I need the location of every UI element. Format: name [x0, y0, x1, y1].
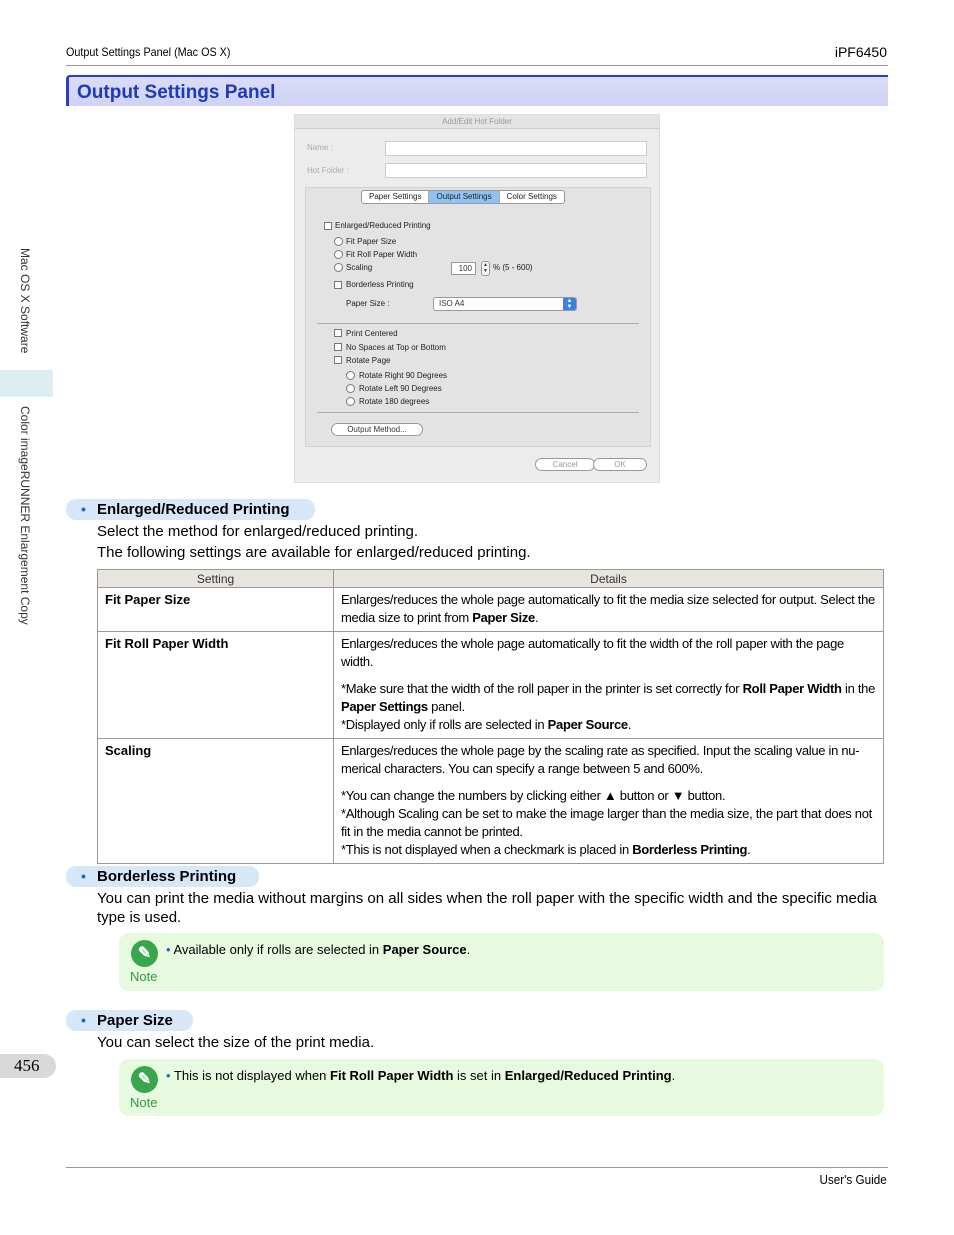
- note-text: • Available only if rolls are selected in Paper Source.: [166, 942, 470, 957]
- enlarged-reduced-label: Enlarged/Reduced Printing: [335, 221, 431, 230]
- select-arrows-icon: ▲ ▼: [563, 298, 576, 310]
- setting-name: Fit Roll Paper Width: [98, 632, 334, 739]
- print-centered-label: Print Centered: [346, 329, 398, 338]
- running-header-title: Output Settings Panel (Mac OS X): [66, 45, 231, 59]
- scaling-label: Scaling: [346, 263, 373, 272]
- side-tab-mac-software[interactable]: Mac OS X Software: [18, 248, 32, 354]
- settings-tabs: [361, 190, 565, 204]
- separator: [317, 412, 639, 413]
- cancel-button[interactable]: Cancel: [535, 458, 595, 471]
- enlarged-intro-1: Select the method for enlarged/reduced printing.: [97, 523, 419, 540]
- stepper-down-icon: ▼: [483, 268, 488, 274]
- output-method-button[interactable]: Output Method...: [331, 423, 423, 436]
- side-tab-color-imagerunner[interactable]: Color imageRUNNER Enlargement Copy: [18, 406, 32, 625]
- name-label: Name :: [307, 143, 333, 152]
- paper-size-value: ISO A4: [439, 299, 465, 308]
- dialog-title: Add/Edit Hot Folder: [295, 115, 659, 129]
- heading-borderless: • Borderless Printing: [66, 866, 259, 887]
- note-label: Note: [130, 969, 158, 984]
- note-text: • This is not displayed when Fit Roll Paper Width is set in Enlarged/Reduced Printing.: [166, 1068, 675, 1083]
- footer-rule: [66, 1167, 888, 1168]
- page-title: Output Settings Panel: [77, 82, 276, 103]
- hot-folder-input[interactable]: [385, 163, 647, 178]
- setting-details: Enlarges/reduces the whole page by the scaling rate as specified. Input the scaling value in numerical characters. You can specify a range between 5 and 600%. *You can change the numbers by clicking either ▲ button or ▼ button. *Although Scaling can be set to make the image larger than the media size, the part that does not fit in the media cannot be printed. *This is not displayed when a checkmark is placed in Borderless Printing.: [334, 739, 884, 864]
- scaling-input[interactable]: 100: [451, 262, 476, 275]
- table-row: [98, 632, 884, 739]
- rotate-180-label: Rotate 180 degrees: [359, 397, 430, 406]
- ok-button[interactable]: OK: [593, 458, 647, 471]
- no-spaces-checkbox[interactable]: [334, 343, 342, 351]
- rotate-left-radio[interactable]: [346, 384, 355, 393]
- setting-details: Enlarges/reduces the whole page automatically to fit the width of the roll paper with the page width. *Make sure that the width of the roll paper in the printer is set correctly for Roll Paper Width in the Paper Settings panel. *Displayed only if rolls are selected in Paper Source.: [334, 632, 884, 739]
- borderless-description: You can print the media without margins on all sides when the roll paper with the specific width and the specific media type is used.: [97, 890, 877, 926]
- rotate-page-label: Rotate Page: [346, 356, 391, 365]
- header-rule: [66, 65, 888, 66]
- stepper-up-icon: ▲: [483, 262, 488, 268]
- paper-size-select[interactable]: [433, 297, 577, 311]
- note-pencil-icon: ✎: [131, 940, 158, 967]
- enlarged-intro-2: The following settings are available for enlarged/reduced printing.: [97, 544, 531, 561]
- fit-paper-size-radio[interactable]: [334, 237, 343, 246]
- side-tab-marker: [0, 370, 53, 397]
- no-spaces-label: No Spaces at Top or Bottom: [346, 343, 446, 352]
- rotate-left-label: Rotate Left 90 Degrees: [359, 384, 442, 393]
- borderless-checkbox[interactable]: [334, 281, 342, 289]
- tab-output-settings[interactable]: Output Settings: [429, 191, 499, 203]
- table-row: [98, 739, 884, 864]
- section-title-bar: [66, 75, 888, 106]
- setting-name: Scaling: [98, 739, 334, 864]
- fit-roll-width-radio[interactable]: [334, 250, 343, 259]
- model-name: iPF6450: [834, 44, 887, 60]
- tab-paper-settings[interactable]: Paper Settings: [362, 191, 429, 203]
- hot-folder-label: Hot Folder :: [307, 166, 349, 175]
- heading-enlarged-reduced: • Enlarged/Reduced Printing: [66, 499, 315, 520]
- page-number: 456: [14, 1056, 40, 1075]
- enlarged-reduced-checkbox[interactable]: [324, 222, 332, 230]
- rotate-page-checkbox[interactable]: [334, 356, 342, 364]
- print-centered-checkbox[interactable]: [334, 329, 342, 337]
- scaling-stepper[interactable]: [481, 261, 490, 276]
- name-input[interactable]: [385, 141, 647, 156]
- borderless-label: Borderless Printing: [346, 280, 414, 289]
- paper-size-description: You can select the size of the print media.: [97, 1034, 375, 1051]
- column-header: Details: [334, 570, 884, 588]
- tab-color-settings[interactable]: Color Settings: [506, 192, 557, 201]
- hot-folder-dialog: [294, 114, 660, 483]
- setting-details: Enlarges/reduces the whole page automatically to fit the media size selected for output. Select the media size to print from Paper Size.: [334, 588, 884, 632]
- note-box: [119, 1059, 884, 1116]
- settings-table: [97, 569, 884, 864]
- separator: [317, 323, 639, 324]
- rotate-right-radio[interactable]: [346, 371, 355, 380]
- rotate-right-label: Rotate Right 90 Degrees: [359, 371, 448, 380]
- note-box: [119, 933, 884, 991]
- heading-paper-size: • Paper Size: [66, 1010, 193, 1031]
- page-number-tab: [0, 1054, 56, 1078]
- scaling-radio[interactable]: [334, 263, 343, 272]
- table-row: [98, 588, 884, 632]
- table-header-row: [98, 570, 884, 588]
- note-pencil-icon: ✎: [131, 1066, 158, 1093]
- scaling-range-label: % (5 - 600): [493, 263, 533, 272]
- fit-paper-size-label: Fit Paper Size: [346, 237, 397, 246]
- note-label: Note: [130, 1095, 158, 1110]
- paper-size-label: Paper Size :: [346, 299, 390, 308]
- fit-roll-width-label: Fit Roll Paper Width: [346, 250, 418, 259]
- rotate-180-radio[interactable]: [346, 397, 355, 406]
- column-header: Setting: [98, 570, 334, 588]
- footer-guide-title: User's Guide: [819, 1172, 887, 1187]
- setting-name: Fit Paper Size: [98, 588, 334, 632]
